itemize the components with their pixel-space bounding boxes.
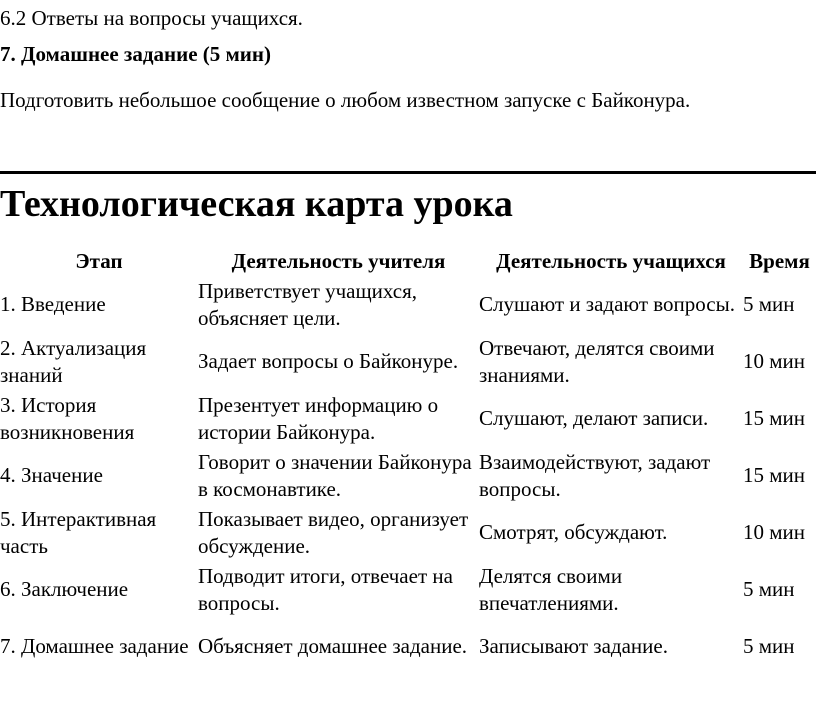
cell-stage: 6. Заключение [0, 577, 129, 601]
header-student-activity: Деятельность учащихся [496, 248, 726, 273]
header-time: Время [749, 248, 810, 273]
cell-time: 10 мин [743, 520, 806, 544]
table-row [0, 390, 816, 447]
cell-student-activity: Отвечают, делятся своими знаниями. [479, 335, 715, 387]
cell-student-activity: Делятся своими впечатлениями. [479, 563, 623, 615]
cell-stage: 4. Значение [0, 463, 103, 487]
cell-teacher-activity: Подводит итоги, отвечает на вопросы. [198, 563, 453, 615]
cell-time: 5 мин [743, 577, 795, 601]
cell-student-activity: Слушают, делают записи. [479, 406, 709, 430]
cell-stage: 1. Введение [0, 292, 106, 316]
homework-text: Подготовить небольшое сообщение о любом известном запуске с Байконура. [0, 88, 691, 112]
table-header-row [0, 244, 816, 276]
cell-teacher-activity: Презентует информацию о истории Байконура. [198, 392, 439, 444]
cell-teacher-activity: Объясняет домашнее задание. [198, 634, 468, 658]
cell-teacher-activity: Говорит о значении Байконура в космонавтике. [198, 449, 472, 501]
cell-time: 15 мин [743, 463, 806, 487]
cell-student-activity: Смотрят, обсуждают. [479, 520, 668, 544]
cell-student-activity: Слушают и задают вопросы. [479, 292, 735, 316]
table-row [0, 447, 816, 504]
cell-stage: 3. История возникновения [0, 392, 135, 444]
cell-teacher-activity: Показывает видео, организует обсуждение. [198, 506, 469, 558]
answers-line: 6.2 Ответы на вопросы учащихся. [0, 6, 303, 30]
table-row [0, 561, 816, 618]
cell-student-activity: Взаимодействуют, задают вопросы. [479, 449, 711, 501]
cell-time: 15 мин [743, 406, 806, 430]
cell-stage: 2. Актуализация знаний [0, 335, 147, 387]
homework-heading: 7. Домашнее задание (5 мин) [0, 42, 272, 66]
cell-teacher-activity: Задает вопросы о Байконуре. [198, 349, 459, 373]
cell-teacher-activity: Приветствует учащихся, объясняет цели. [198, 278, 418, 330]
cell-student-activity: Записывают задание. [479, 634, 668, 658]
page-title: Технологическая карта урока [0, 183, 513, 225]
cell-time: 5 мин [743, 634, 795, 658]
table-row [0, 276, 816, 333]
table-row [0, 504, 816, 561]
cell-time: 10 мин [743, 349, 806, 373]
horizontal-rule [0, 171, 816, 174]
header-stage: Этап [75, 248, 123, 273]
lesson-plan-table [0, 244, 816, 675]
table-row [0, 618, 816, 675]
cell-time: 5 мин [743, 292, 795, 316]
cell-stage: 7. Домашнее задание [0, 634, 189, 658]
table-row [0, 333, 816, 390]
cell-stage: 5. Интерактивная часть [0, 506, 157, 558]
header-teacher-activity: Деятельность учителя [231, 248, 446, 273]
